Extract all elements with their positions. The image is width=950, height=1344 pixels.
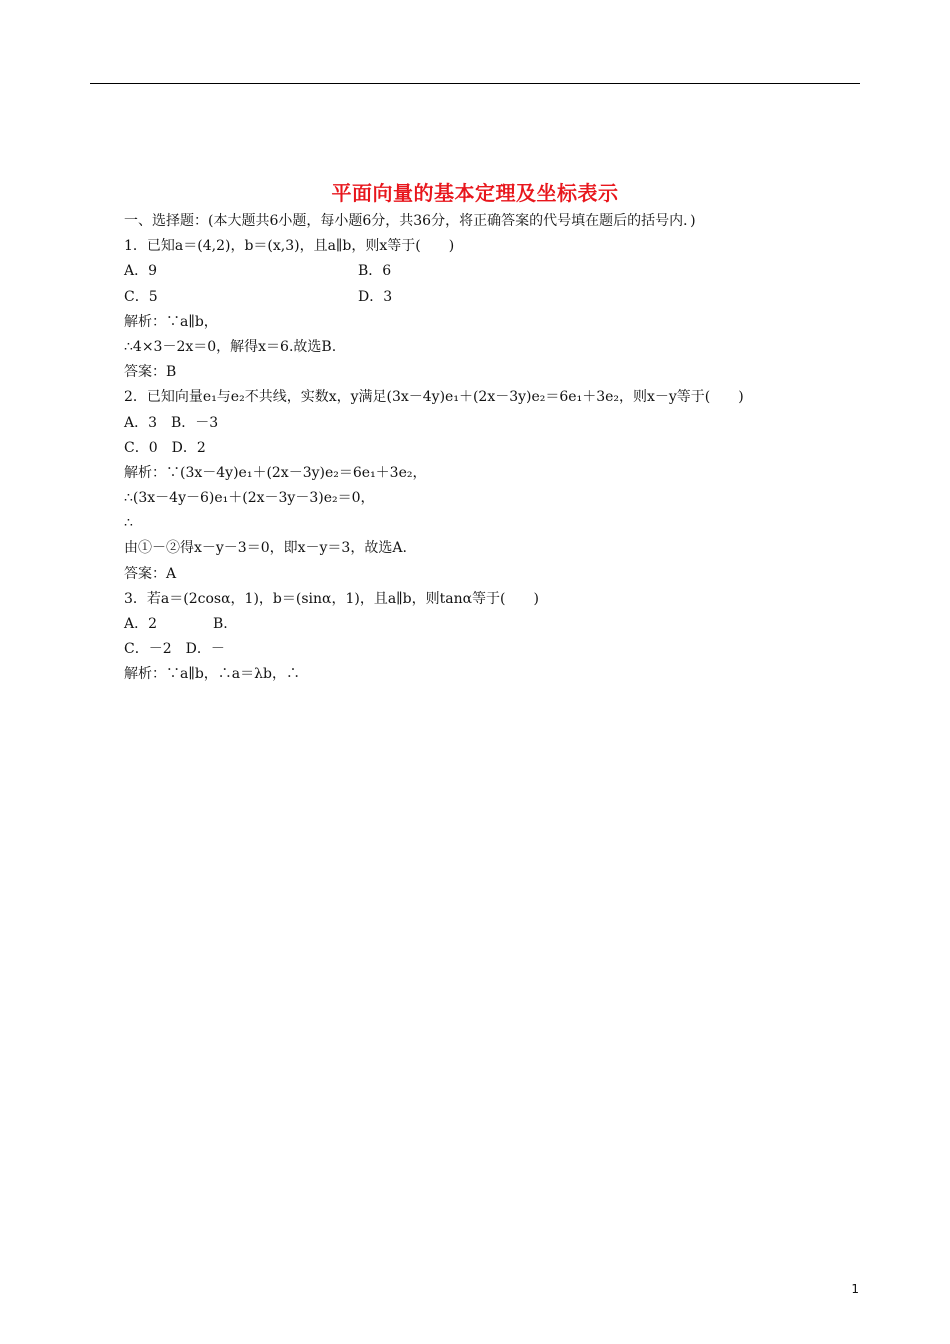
page-number: 1	[851, 1282, 859, 1296]
q1-option-d: D．3	[358, 288, 393, 305]
section-heading: 一、选择题：(本大题共6小题，每小题6分，共36分，将正确答案的代号填在题后的括号内．)	[124, 213, 696, 229]
q1-option-b: B．6	[358, 263, 392, 280]
q1-answer: 答案：B	[124, 364, 177, 381]
q2-options-row-2: C．0 D．2	[124, 439, 206, 456]
q2-step-1: ∴(3x－4y－6)e₁＋(2x－3y－3)e₂＝0，	[124, 490, 375, 507]
q2-options-row-1: A．3 B．－3	[124, 414, 219, 431]
q3-stem: 3．若a＝(2cosα，1)，b＝(sinα，1)，且a∥b，则tanα等于( )	[124, 590, 539, 607]
q3-options-row-2: C．－2 D．－	[124, 641, 225, 658]
q1-options-row-1	[124, 259, 864, 284]
page-title: 平面向量的基本定理及坐标表示	[331, 181, 619, 205]
q3-analysis: 解析：∵a∥b，∴a＝λb，∴	[124, 666, 300, 683]
q2-step-3: 由①－②得x－y－3＝0，即x－y＝3，故选A.	[124, 540, 407, 557]
q3-options-row-1: A．2 B.	[124, 616, 228, 632]
q1-option-a: A．9	[124, 263, 158, 280]
q2-stem: 2．已知向量e₁与e₂不共线，实数x，y满足(3x－4y)e₁＋(2x－3y)e₂＝6e₁＋3e₂，则x－y等于( )	[124, 389, 744, 406]
q2-analysis: 解析：∵(3x－4y)e₁＋(2x－3y)e₂＝6e₁＋3e₂，	[124, 464, 427, 481]
q1-stem: 1．已知a＝(4,2)，b＝(x,3)，且a∥b，则x等于( )	[124, 238, 455, 255]
header-rule	[90, 83, 860, 84]
q1-step: ∴4×3－2x＝0，解得x＝6.故选B.	[124, 338, 337, 355]
q1-option-c: C．5	[124, 288, 158, 305]
document-body	[124, 209, 864, 688]
q2-answer: 答案：A	[124, 565, 177, 582]
q1-analysis: 解析：∵a∥b，	[124, 313, 218, 330]
q1-options-row-2	[124, 285, 864, 310]
q2-step-2: ∴	[124, 515, 133, 532]
